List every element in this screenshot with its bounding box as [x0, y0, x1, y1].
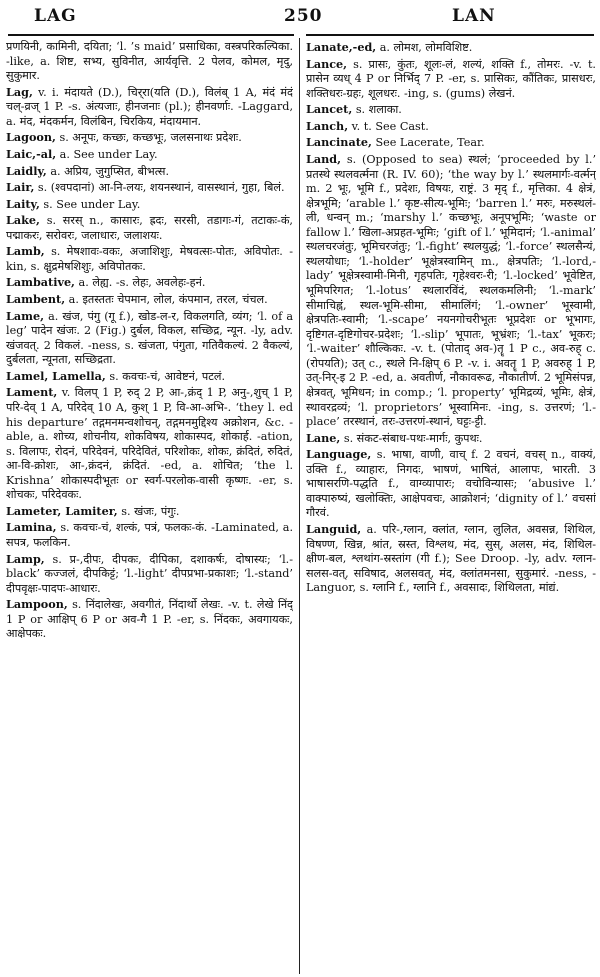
dictionary-entry [6, 130, 293, 146]
entry-headword: Lambative, [6, 275, 75, 290]
dictionary-entry [306, 152, 596, 430]
entry-definition: s. कवचः-चं, आवेष्टनं, पटलं. [109, 369, 226, 383]
entry-headword: Lanch, [306, 118, 349, 133]
dictionary-entry [6, 147, 293, 163]
dictionary-entry [306, 447, 596, 521]
entry-definition: s. सरस् n., कासारः, ह्रदः, सरसी, तडागः-गं, तटाकः-कं, पद्माकरः, सरोवरः, जलाधारः, जलाशयः. [6, 214, 293, 242]
entry-headword: Laic,-al, [6, 146, 57, 161]
entry-headword: Lambent, [6, 292, 66, 306]
dictionary-entry [6, 213, 293, 243]
entry-definition: s. भाषा, वाणी, वाच् f. 2 वचनं, वचस् n., वाक्यं, उक्ति f., व्याहारः, निगदः, भाषणं, भाषितं, आलापः, भारती. 3 भाषासरणि-पद्धति f., वाग्व्यापारः; वचोविन्यासः; ‘abusive l.’ वाक्पारुष्यं, खलोक्तिः, आक्षेपवचः, आक्रोशनं; ‘dignity of l.’ वचसां गौरवं. [306, 448, 596, 520]
entry-definition: a. लेह्य. -s. लेहः, अवलेहः-हनं. [78, 276, 206, 290]
dictionary-entry [6, 292, 293, 308]
dictionary-entry [6, 520, 293, 550]
entry-headword: Lair, [6, 180, 35, 195]
entry-definition: s. प्र-,दीपः, दीपकः, दीपिका, दशाकर्षः, दोषास्यः; ‘l.-black’ कज्जलं, दीपकिट्टं; ‘l.-light’ दीपप्रभा-प्रकाशः; ‘l.-stand’ दीपवृक्षः-पादपः-आधारः. [6, 552, 293, 595]
entry-headword: Lame, [6, 308, 44, 323]
dictionary-entry [6, 275, 293, 291]
column-divider [299, 38, 300, 974]
entry-definition: s. (श्वपदानां) आ-नि-लयः, शयनस्थानं, वासस्थानं, गुहा, बिलं. [37, 181, 285, 195]
entry-definition: a. खंज, पंगु (गू f.), खोड-ल-र, विकलगति, व्यंग; ‘l. of a leg’ पादेन खंजः. 2 (Fig.) दुर्बल, विकल, सच्छिद्र, न्यून. -ly, adv. खंजवत्. 2 विकलं. -ness, s. खंजता, पंगुता, गतिवैकल्यं. 2 वैकल्यं, दुर्बलता, न्यूनता, सच्छिद्रता. [6, 309, 293, 367]
entry-definition: v. t. See Cast. [351, 119, 429, 133]
entry-headword: Lancinate, [306, 135, 372, 150]
entry-definition: s. See under Lay. [43, 197, 141, 211]
dictionary-entry [6, 385, 293, 503]
page-header [0, 4, 600, 32]
dictionary-entry [6, 597, 293, 642]
dictionary-entry [306, 40, 596, 56]
entry-definition: a. लोमश, लोमविशिष्ट. [379, 41, 473, 54]
entry-headword: Language, [306, 447, 372, 462]
entry-definition: s. अनूपः, कच्छः, कच्छभूः, जलसनाथः प्रदेशः. [59, 131, 242, 145]
dictionary-entry [6, 164, 293, 180]
dictionary-entry [6, 85, 293, 130]
right-column [306, 40, 596, 975]
entry-headword: Lament, [6, 385, 58, 400]
entry-definition: s. मेषशावः-वकः, अजाशिशुः, मेषवत्सः-पोतः, अविपोतः. -kin, s. क्षुद्रमेषशिशुः, अविपोतकः. [6, 245, 293, 273]
entry-headword: Lamb, [6, 244, 45, 259]
header-left-guide-word: LAG [34, 6, 77, 26]
dictionary-entry [6, 309, 293, 368]
header-right-guide-word: LAN [452, 6, 496, 26]
dictionary-entry [6, 244, 293, 274]
entry-headword: Land, [306, 151, 341, 166]
entry-definition: s. संकट-संबाध-पथः-मार्गः, कुपथः. [343, 431, 483, 445]
dictionary-entry [306, 102, 596, 118]
dictionary-entry [6, 504, 293, 520]
entry-headword: Lameter, Lamiter, [6, 503, 118, 518]
dictionary-entry [6, 197, 293, 213]
dictionary-entry [6, 40, 293, 84]
dictionary-entry [306, 119, 596, 135]
entry-definition: s. (Opposed to sea) स्थलं; ‘proceeded by l.’ प्रतस्थे स्थलवर्त्मना (R. IV. 60); ‘the way by l.’ स्थलमार्गः-वर्त्मन् m. 2 भूः, भूमि f., प्रदेशः, विषयः, राष्ट्रं. 3 मृद् f., मृत्तिका. 4 क्षेत्रं, क्षेत्रभूमि; ‘arable l.’ कृष्ट-सीत्य-भूमिः; ‘barren l.’ मरुः, मरुस्थलं-ली, धन्वन् m.; ‘marshy l.’ कच्छभूः, अनूपभूमिः; ‘waste or fallow l.’ खिला-अप्रहत-भूमिः; ‘gift of l.’ भूमिदानं; ‘l.-animal’ स्थलचरजंतुः, भूमिचरजंतुः; ‘l.-fight’ स्थलयुद्धं; ‘l.-force’ स्थलसैन्यं, स्थलयोधाः; ‘l.-holder’ भूक्षेत्रस्वामिन् m., क्षेत्रपतिः; ‘l.-lord,-lady’ भूक्षेत्रस्वामी-मिनी, गृहपतिः, गृहेश्वरः-री; ‘l.-locked’ भूवेष्टित, भूमिपरिगत; ‘l.-lotus’ स्थलारविंदं, स्थलकमलिनी; ‘l.-mark’ सीमाचिह्नं, स्थल-भूमि-सीमा, सीमालिंगं; ‘l.-owner’ भूस्वामी, क्षेत्रपतिः-स्वामी; ‘l.-scape’ नयनगोचरीभूतः भूप्रदेशः or भूभागः, दृष्टिगत-दृष्टिगोचर-प्रदेशः; ‘l.-slip’ भूपातः, भूभ्रंशः; ‘l.-tax’ भूकरः; ‘l.-waiter’ शौल्किकः. -v. t. (पोताद् अव-)तॄ 1 P c., अव-रुह् c. (रोपयति); उत् c., स्थले नि-क्षिप् 6 P. -v. i. अवतॄ 1 P, अवरुह् 1 P, उत्-निर्-इ 2 P. -ed, a. अवतीर्ण, नौकावरूढ, नौकातीर्ण. 2 भूमिसंपन्न, क्षेत्रवत्, भूमिधन; in comp.; ‘l. property’ भूमिद्रव्यं, भूमिः, क्षेत्रं, स्थावरद्रव्यं; ‘l. proprietors’ भूस्वामिनः. -ing, s. उत्तरणं; ‘l.-place’ तरस्थानं, तरः-उत्तरणं-स्थानं, घट्टः-ट्टी. [306, 152, 596, 429]
left-column [6, 40, 293, 975]
entry-definition: a. परि-,ग्लान, क्लांत, ग्लान, लुलित, अवसन्न, शिथिल, विषण्ण, खिन्न, श्रांत, स्रस्त, विश्लथ, मंद, सुस्, अलस, मंद, शिथिल-क्षीण-बल, श्लथांग-स्रस्तांग (गी f.); See Droop. -ly, adv. ग्लान-सलस-वत्, सविषाद, अलसवत्, मंद, क्लांतमनसा, सुकुमारं. -ness, -Languor, s. ग्लानि f., ग्लानि f., अवसादः, शिथिलता, मांद्यं. [306, 523, 596, 595]
page-number: 250 [284, 6, 323, 26]
entry-headword: Laity, [6, 196, 40, 211]
entry-definition: s. कवचः-चं, शल्कं, पत्रं, फलकः-कं. -Laminated, a. सपत्र, फलकिन. [6, 521, 293, 549]
entry-definition: प्रणयिनी, कामिनी, दयिता; ‘l. ’s maid’ प्रसाधिका, वस्त्रपरिकल्पिका. -like, a. शिष्ट, सभ्य, सुविनीत, आर्यवृत्ति. 2 पेलव, कोमल, मृदु, सुकुमार. [6, 40, 293, 83]
dictionary-entry [306, 135, 596, 151]
dictionary-entry [306, 431, 596, 447]
entry-headword: Lancet, [306, 102, 353, 117]
entry-definition: s. निंदालेखः, अवगीतं, निंदार्थो लेखः. -v. t. लेखे निंद् 1 P or आक्षिप् 6 P or अव-गै 1 P. -er, s. निंदकः, अवगायकः, आक्षेपकः. [6, 598, 293, 641]
entry-definition: v. विलप् 1 P, रुद् 2 P, आ-,क्रंद् 1 P, अनु-,शुच् 1 P, परि-देव् 1 A, परिदेव् 10 A, कुश् 1 P, वि-आ-अभि-. ‘they l. ed his departure’ तद्गमनमन्वशोचन्, तद्गमनमुद्दिश्य अक्रोशन, &c. -able, a. शोच्य, शोचनीय, शोकविषय, शोकास्पद, शोकार्ह. -ation, s. विलापः, रोदनं, परिदेवनं, परिदेवितं, परिशोकः, शोकः, क्रंदितं, रुदितं, आ-वि-क्रोशः, आ-,क्रंदनं, क्रंदितं. -ed, a. शोचित; ‘the l. Krishna’ शोकास्पदीभूतः or स्वर्ग-परलोक-वासी कृष्णः. -er, s. शोचकः, परिदेवकः. [6, 386, 293, 502]
entry-definition: See Lacerate, Tear. [375, 136, 485, 150]
dictionary-entry [6, 552, 293, 597]
entry-headword: Laidly, [6, 163, 47, 178]
entry-headword: Lamp, [6, 551, 45, 566]
dictionary-entry [6, 180, 293, 196]
header-rule-right [306, 34, 594, 36]
entry-headword: Languid, [306, 522, 362, 536]
entry-headword: Lag, [6, 84, 33, 99]
dictionary-entry [306, 522, 596, 596]
entry-definition: s. शलाका. [355, 103, 402, 117]
entry-definition: s. खंजः, पंगुः. [121, 504, 180, 518]
entry-definition: s. प्रासः, कुंतः, शूलः-लं, शल्यं, शक्ति f., तोमरः. -v. t. प्रासेन व्यध् 4 P or निर्भिद् 7 P. -er, s. प्रासिकः, कौंतिकः, प्रासधरः, शक्तिधरः-ग्रहः, शूलधरः. -ing, s. (gums) लेखनं. [306, 57, 596, 100]
entry-headword: Lake, [6, 213, 40, 228]
entry-headword: Lamina, [6, 520, 57, 535]
dictionary-entry [6, 369, 293, 385]
entry-headword: Lamel, Lamella, [6, 368, 106, 383]
dictionary-entry [306, 57, 596, 102]
entry-headword: Lance, [306, 56, 348, 71]
entry-headword: Lagoon, [6, 130, 56, 145]
header-rule-left [8, 34, 294, 36]
entry-definition: a. अप्रिय, जुगुप्सित, बीभत्स. [50, 164, 170, 178]
entry-headword: Lane, [306, 430, 341, 445]
entry-definition: a. इतस्ततः चेपमान, लोल, कंपमान, तरल, चंचल. [68, 293, 268, 306]
entry-headword: Lampoon, [6, 597, 68, 612]
entry-definition: v. i. मंदायते (D.), चिर्‌रा(यति (D.), विलंब् 1 A, मंदं मंदं चल्‌-व्रज् 1 P. -s. अंत्यजाः, हीनजनाः (pl.); हीनवर्णाः. -Laggard, a. मंद, मंदकर्मन, विलंबिन, चिरकिय, मंदायमान. [6, 85, 293, 128]
entry-headword: Lanate,-ed, [306, 40, 377, 54]
entry-definition: a. See under Lay. [59, 147, 158, 161]
